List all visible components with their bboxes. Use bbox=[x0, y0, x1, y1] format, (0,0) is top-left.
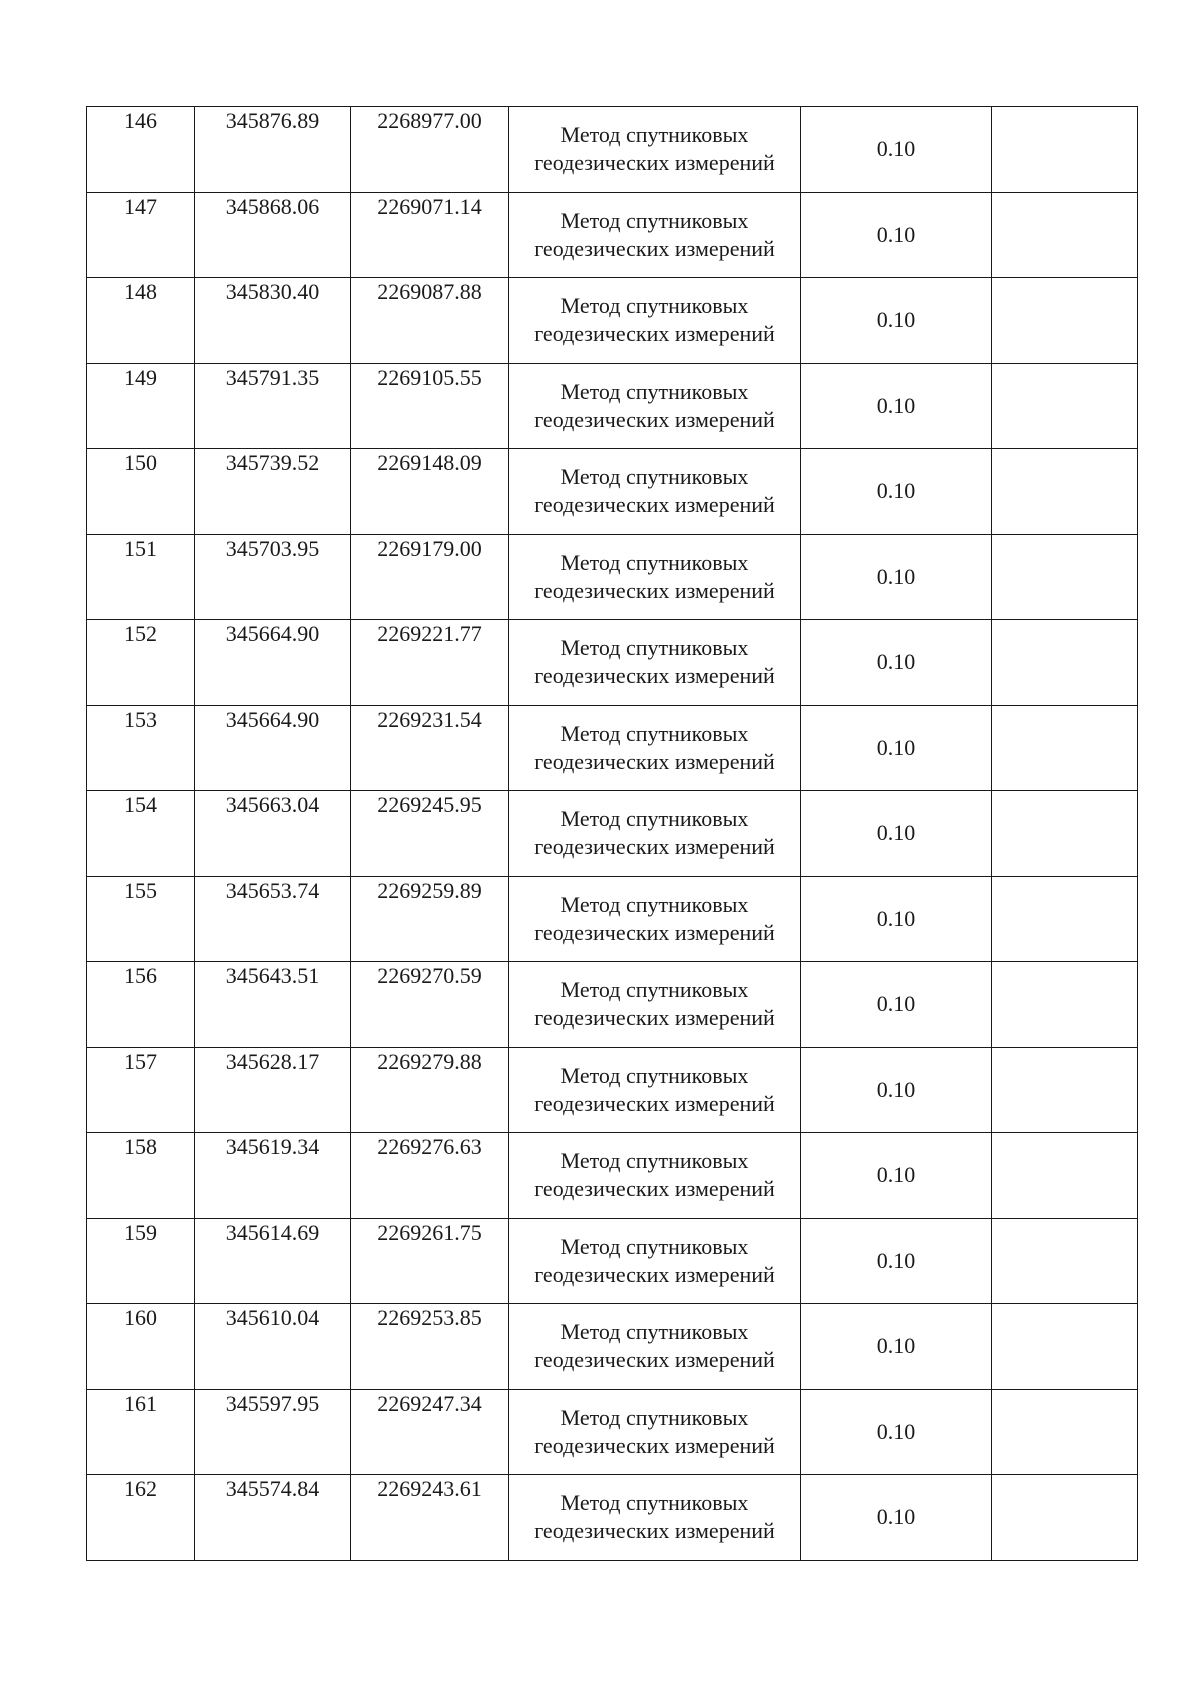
description-cell bbox=[992, 791, 1138, 877]
y-coordinate-cell: 2269276.63 bbox=[351, 1133, 509, 1219]
method-cell bbox=[509, 962, 801, 1048]
y-coordinate-cell: 2269270.59 bbox=[351, 962, 509, 1048]
accuracy-cell: 0.10 bbox=[801, 620, 992, 706]
method-line-2: геодезических измерений bbox=[534, 321, 775, 347]
method-line-2: геодезических измерений bbox=[534, 1518, 775, 1544]
method-line-2: геодезических измерений bbox=[534, 406, 775, 432]
method-cell bbox=[509, 1475, 801, 1561]
method-line-1: Метод спутниковых bbox=[560, 1404, 749, 1430]
method-line-1: Метод спутниковых bbox=[560, 207, 749, 233]
x-coordinate-cell: 345597.95 bbox=[195, 1389, 351, 1475]
method-cell bbox=[509, 534, 801, 620]
method-cell bbox=[509, 107, 801, 193]
accuracy-cell: 0.10 bbox=[801, 705, 992, 791]
method-cell bbox=[509, 1133, 801, 1219]
x-coordinate-cell: 345703.95 bbox=[195, 534, 351, 620]
method-line-2: геодезических измерений bbox=[534, 1090, 775, 1116]
method-line-2: геодезических измерений bbox=[534, 577, 775, 603]
method-cell bbox=[509, 449, 801, 535]
method-cell bbox=[509, 363, 801, 449]
x-coordinate-cell: 345574.84 bbox=[195, 1475, 351, 1561]
y-coordinate-cell: 2269087.88 bbox=[351, 278, 509, 364]
x-coordinate-cell: 345830.40 bbox=[195, 278, 351, 364]
method-cell bbox=[509, 1389, 801, 1475]
method-line-2: геодезических измерений bbox=[534, 919, 775, 945]
description-cell bbox=[992, 449, 1138, 535]
table-row bbox=[87, 1475, 1138, 1561]
y-coordinate-cell: 2269243.61 bbox=[351, 1475, 509, 1561]
method-cell bbox=[509, 620, 801, 706]
coordinates-table bbox=[86, 106, 1138, 1561]
accuracy-cell: 0.10 bbox=[801, 107, 992, 193]
y-coordinate-cell: 2269253.85 bbox=[351, 1304, 509, 1390]
method-cell bbox=[509, 876, 801, 962]
accuracy-cell: 0.10 bbox=[801, 1304, 992, 1390]
method-line-1: Метод спутниковых bbox=[560, 1062, 749, 1088]
table-row bbox=[87, 876, 1138, 962]
point-number-cell: 151 bbox=[87, 534, 195, 620]
method-line-2: геодезических измерений bbox=[534, 1176, 775, 1202]
method-cell bbox=[509, 705, 801, 791]
accuracy-cell: 0.10 bbox=[801, 1475, 992, 1561]
method-line-1: Метод спутниковых bbox=[560, 720, 749, 746]
accuracy-cell: 0.10 bbox=[801, 278, 992, 364]
point-number-cell: 148 bbox=[87, 278, 195, 364]
description-cell bbox=[992, 1304, 1138, 1390]
x-coordinate-cell: 345643.51 bbox=[195, 962, 351, 1048]
table-row bbox=[87, 620, 1138, 706]
method-line-1: Метод спутниковых bbox=[560, 1319, 749, 1345]
x-coordinate-cell: 345876.89 bbox=[195, 107, 351, 193]
table-row bbox=[87, 962, 1138, 1048]
description-cell bbox=[992, 1475, 1138, 1561]
table-row bbox=[87, 791, 1138, 877]
method-line-1: Метод спутниковых bbox=[560, 122, 749, 148]
description-cell bbox=[992, 107, 1138, 193]
description-cell bbox=[992, 534, 1138, 620]
accuracy-cell: 0.10 bbox=[801, 1218, 992, 1304]
y-coordinate-cell: 2269179.00 bbox=[351, 534, 509, 620]
point-number-cell: 162 bbox=[87, 1475, 195, 1561]
y-coordinate-cell: 2269148.09 bbox=[351, 449, 509, 535]
y-coordinate-cell: 2269279.88 bbox=[351, 1047, 509, 1133]
method-line-2: геодезических измерений bbox=[534, 492, 775, 518]
method-line-2: геодезических измерений bbox=[534, 1347, 775, 1373]
table-row bbox=[87, 1218, 1138, 1304]
method-line-2: геодезических измерений bbox=[534, 834, 775, 860]
method-line-1: Метод спутниковых bbox=[560, 806, 749, 832]
method-line-2: геодезических измерений bbox=[534, 663, 775, 689]
table-row bbox=[87, 192, 1138, 278]
description-cell bbox=[992, 705, 1138, 791]
method-cell bbox=[509, 278, 801, 364]
method-line-1: Метод спутниковых bbox=[560, 1148, 749, 1174]
accuracy-cell: 0.10 bbox=[801, 962, 992, 1048]
table-row bbox=[87, 534, 1138, 620]
point-number-cell: 146 bbox=[87, 107, 195, 193]
point-number-cell: 159 bbox=[87, 1218, 195, 1304]
point-number-cell: 155 bbox=[87, 876, 195, 962]
point-number-cell: 147 bbox=[87, 192, 195, 278]
method-line-2: геодезических измерений bbox=[534, 748, 775, 774]
x-coordinate-cell: 345791.35 bbox=[195, 363, 351, 449]
point-number-cell: 160 bbox=[87, 1304, 195, 1390]
description-cell bbox=[992, 1218, 1138, 1304]
method-line-1: Метод спутниковых bbox=[560, 635, 749, 661]
accuracy-cell: 0.10 bbox=[801, 449, 992, 535]
method-line-1: Метод спутниковых bbox=[560, 293, 749, 319]
method-line-1: Метод спутниковых bbox=[560, 378, 749, 404]
x-coordinate-cell: 345610.04 bbox=[195, 1304, 351, 1390]
method-line-2: геодезических измерений bbox=[534, 235, 775, 261]
description-cell bbox=[992, 1389, 1138, 1475]
accuracy-cell: 0.10 bbox=[801, 1047, 992, 1133]
table-row bbox=[87, 107, 1138, 193]
x-coordinate-cell: 345614.69 bbox=[195, 1218, 351, 1304]
method-line-1: Метод спутниковых bbox=[560, 977, 749, 1003]
x-coordinate-cell: 345868.06 bbox=[195, 192, 351, 278]
method-line-2: геодезических измерений bbox=[534, 1432, 775, 1458]
x-coordinate-cell: 345664.90 bbox=[195, 705, 351, 791]
table-row bbox=[87, 1389, 1138, 1475]
table-row bbox=[87, 1133, 1138, 1219]
table-row bbox=[87, 449, 1138, 535]
x-coordinate-cell: 345739.52 bbox=[195, 449, 351, 535]
point-number-cell: 154 bbox=[87, 791, 195, 877]
method-line-1: Метод спутниковых bbox=[560, 1233, 749, 1259]
method-cell bbox=[509, 1218, 801, 1304]
description-cell bbox=[992, 876, 1138, 962]
table-row bbox=[87, 363, 1138, 449]
x-coordinate-cell: 345628.17 bbox=[195, 1047, 351, 1133]
y-coordinate-cell: 2269259.89 bbox=[351, 876, 509, 962]
coordinates-table-body bbox=[87, 107, 1138, 1561]
x-coordinate-cell: 345663.04 bbox=[195, 791, 351, 877]
table-row bbox=[87, 1047, 1138, 1133]
method-cell bbox=[509, 1304, 801, 1390]
description-cell bbox=[992, 962, 1138, 1048]
description-cell bbox=[992, 192, 1138, 278]
method-line-2: геодезических измерений bbox=[534, 1005, 775, 1031]
point-number-cell: 156 bbox=[87, 962, 195, 1048]
method-line-2: геодезических измерений bbox=[534, 1261, 775, 1287]
x-coordinate-cell: 345619.34 bbox=[195, 1133, 351, 1219]
table-row bbox=[87, 1304, 1138, 1390]
y-coordinate-cell: 2269247.34 bbox=[351, 1389, 509, 1475]
method-line-1: Метод спутниковых bbox=[560, 549, 749, 575]
x-coordinate-cell: 345664.90 bbox=[195, 620, 351, 706]
description-cell bbox=[992, 363, 1138, 449]
method-line-1: Метод спутниковых bbox=[560, 464, 749, 490]
method-line-2: геодезических измерений bbox=[534, 150, 775, 176]
method-line-1: Метод спутниковых bbox=[560, 891, 749, 917]
y-coordinate-cell: 2268977.00 bbox=[351, 107, 509, 193]
table-row bbox=[87, 705, 1138, 791]
accuracy-cell: 0.10 bbox=[801, 1133, 992, 1219]
point-number-cell: 153 bbox=[87, 705, 195, 791]
accuracy-cell: 0.10 bbox=[801, 876, 992, 962]
accuracy-cell: 0.10 bbox=[801, 791, 992, 877]
point-number-cell: 152 bbox=[87, 620, 195, 706]
description-cell bbox=[992, 1133, 1138, 1219]
accuracy-cell: 0.10 bbox=[801, 534, 992, 620]
method-cell bbox=[509, 791, 801, 877]
point-number-cell: 149 bbox=[87, 363, 195, 449]
method-cell bbox=[509, 192, 801, 278]
y-coordinate-cell: 2269245.95 bbox=[351, 791, 509, 877]
description-cell bbox=[992, 278, 1138, 364]
accuracy-cell: 0.10 bbox=[801, 1389, 992, 1475]
y-coordinate-cell: 2269261.75 bbox=[351, 1218, 509, 1304]
point-number-cell: 158 bbox=[87, 1133, 195, 1219]
point-number-cell: 157 bbox=[87, 1047, 195, 1133]
point-number-cell: 161 bbox=[87, 1389, 195, 1475]
y-coordinate-cell: 2269071.14 bbox=[351, 192, 509, 278]
point-number-cell: 150 bbox=[87, 449, 195, 535]
table-row bbox=[87, 278, 1138, 364]
accuracy-cell: 0.10 bbox=[801, 363, 992, 449]
y-coordinate-cell: 2269105.55 bbox=[351, 363, 509, 449]
x-coordinate-cell: 345653.74 bbox=[195, 876, 351, 962]
y-coordinate-cell: 2269231.54 bbox=[351, 705, 509, 791]
description-cell bbox=[992, 620, 1138, 706]
method-line-1: Метод спутниковых bbox=[560, 1490, 749, 1516]
accuracy-cell: 0.10 bbox=[801, 192, 992, 278]
method-cell bbox=[509, 1047, 801, 1133]
y-coordinate-cell: 2269221.77 bbox=[351, 620, 509, 706]
description-cell bbox=[992, 1047, 1138, 1133]
